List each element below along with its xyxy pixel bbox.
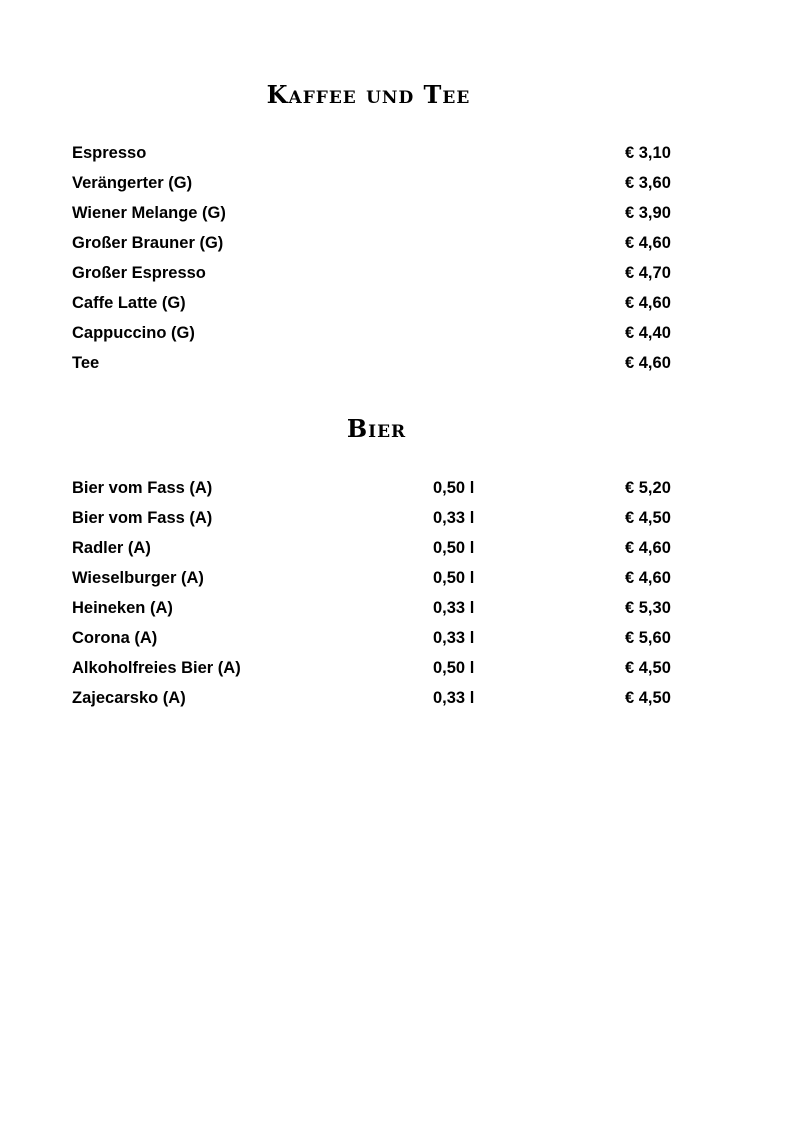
item-size: 0,33 l xyxy=(433,629,475,647)
item-price: € 4,50 xyxy=(625,509,671,527)
item-price: € 4,60 xyxy=(625,539,671,557)
item-price: € 4,60 xyxy=(625,294,671,312)
item-price: € 4,50 xyxy=(625,689,671,707)
item-name: Verängerter (G) xyxy=(72,174,193,192)
item-name: Cappuccino (G) xyxy=(72,324,195,342)
item-name: Tee xyxy=(72,354,100,372)
item-price: € 5,60 xyxy=(625,629,671,647)
section-title-kaffee-und-tee: Kaffee und Tee xyxy=(266,80,471,109)
item-name: Espresso xyxy=(72,144,147,162)
item-price: € 5,30 xyxy=(625,599,671,617)
item-name: Großer Brauner (G) xyxy=(72,234,224,252)
menu-item xyxy=(72,291,692,321)
menu-item xyxy=(72,201,692,231)
item-size: 0,50 l xyxy=(433,539,475,557)
menu-item xyxy=(72,141,692,171)
item-size: 0,50 l xyxy=(433,569,475,587)
item-price: € 4,70 xyxy=(625,264,671,282)
menu-item xyxy=(72,536,692,566)
menu-item xyxy=(72,321,692,351)
item-price: € 4,60 xyxy=(625,234,671,252)
menu-item xyxy=(72,656,692,686)
item-name: Caffe Latte (G) xyxy=(72,294,186,312)
item-name: Großer Espresso xyxy=(72,264,206,282)
item-name: Radler (A) xyxy=(72,539,151,557)
menu-item xyxy=(72,261,692,291)
item-price: € 4,40 xyxy=(625,324,671,342)
section-title-bier: Bier xyxy=(346,414,407,443)
menu-item xyxy=(72,566,692,596)
item-name: Corona (A) xyxy=(72,629,158,647)
item-price: € 5,20 xyxy=(625,479,671,497)
item-size: 0,33 l xyxy=(433,689,475,707)
item-price: € 3,90 xyxy=(625,204,671,222)
item-size: 0,33 l xyxy=(433,599,475,617)
item-price: € 4,60 xyxy=(625,569,671,587)
menu-item xyxy=(72,476,692,506)
item-price: € 3,10 xyxy=(625,144,671,162)
item-name: Zajecarsko (A) xyxy=(72,689,186,707)
item-name: Wieselburger (A) xyxy=(72,569,204,587)
menu-item xyxy=(72,686,692,716)
item-name: Bier vom Fass (A) xyxy=(72,509,213,527)
item-size: 0,50 l xyxy=(433,659,475,677)
menu-item xyxy=(72,351,692,381)
item-name: Bier vom Fass (A) xyxy=(72,479,213,497)
menu-item xyxy=(72,626,692,656)
item-size: 0,50 l xyxy=(433,479,475,497)
item-price: € 3,60 xyxy=(625,174,671,192)
item-price: € 4,50 xyxy=(625,659,671,677)
menu-list-bier xyxy=(72,476,692,716)
menu-item xyxy=(72,596,692,626)
menu-item xyxy=(72,506,692,536)
item-name: Heineken (A) xyxy=(72,599,173,617)
menu-item xyxy=(72,231,692,261)
menu-list-kaffee xyxy=(72,141,692,381)
item-size: 0,33 l xyxy=(433,509,475,527)
item-name: Alkoholfreies Bier (A) xyxy=(72,659,241,677)
item-price: € 4,60 xyxy=(625,354,671,372)
menu-item xyxy=(72,171,692,201)
item-name: Wiener Melange (G) xyxy=(72,204,226,222)
